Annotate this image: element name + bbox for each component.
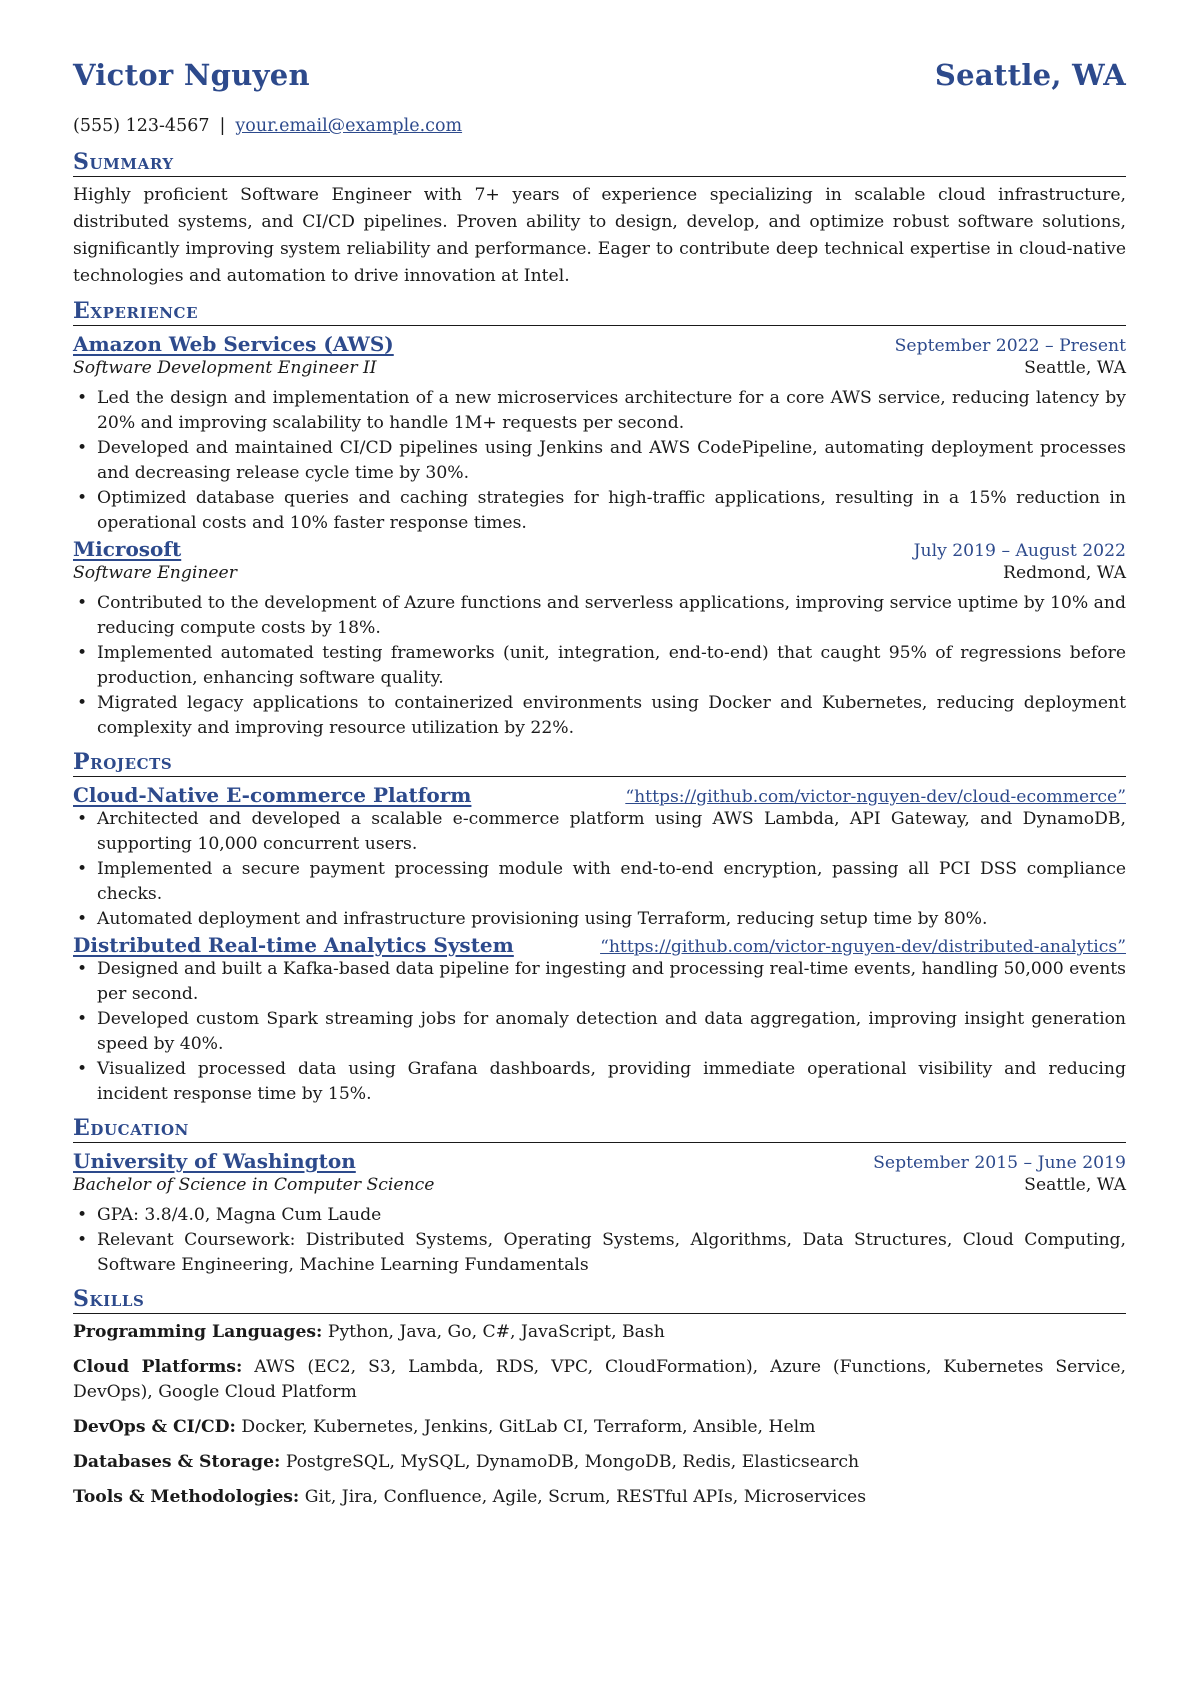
skill-row	[73, 1320, 1126, 1345]
skill-label: Cloud Platforms:	[73, 1357, 243, 1377]
skill-value: PostgreSQL, MySQL, DynamoDB, MongoDB, Redis, Elasticsearch	[285, 1452, 860, 1472]
list-item: • Implemented automated testing frameworks (unit, integration, end-to-end) that caught 95% of regressions before production, enhancing software quality.	[97, 641, 1126, 691]
project-bullets	[73, 957, 1126, 1107]
job-subheader	[73, 358, 1126, 378]
resume-header	[73, 58, 1126, 110]
phone-number: (555) 123-4567	[73, 116, 210, 136]
skill-row	[73, 1355, 1126, 1405]
skill-row	[73, 1450, 1126, 1475]
company-name[interactable]: Amazon Web Services (AWS)	[73, 332, 394, 356]
candidate-location: Seattle, WA	[934, 58, 1126, 92]
project-name[interactable]: Cloud-Native E-commerce Platform	[73, 783, 472, 807]
education-header	[73, 1149, 1126, 1173]
list-item: • Automated deployment and infrastructure provisioning using Terraform, reducing setup time by 80%.	[97, 907, 1126, 932]
list-item: • Optimized database queries and caching strategies for high-traffic applications, resulting in a 15% reduction in operational costs and 10% faster response times.	[97, 486, 1126, 536]
job-dates: September 2022 – Present	[894, 336, 1126, 356]
education-bullets	[73, 1203, 1126, 1278]
section-title-skills: Skills	[73, 1285, 1126, 1314]
job-dates: July 2019 – August 2022	[913, 541, 1126, 561]
summary-text: Highly proficient Software Engineer with 7+ years of experience specializing in scalable cloud infrastructure, distributed systems, and CI/CD pipelines. Proven ability to design, develop, and optimize robust software solutions, significantly improving system reliability and performance. Eager to contribute deep technical expertise in cloud-native technologies and automation to drive innovation at Intel.	[73, 185, 1126, 286]
job-header	[73, 332, 1126, 356]
education-dates: September 2015 – June 2019	[873, 1153, 1126, 1173]
education-subheader	[73, 1175, 1126, 1195]
section-title-experience: Experience	[73, 297, 1126, 326]
project-link[interactable]: “https://github.com/victor-nguyen-dev/cloud-ecommerce”	[625, 787, 1126, 807]
job-bullets	[73, 386, 1126, 536]
project-entry	[73, 783, 1126, 932]
skill-value: Python, Java, Go, C#, JavaScript, Bash	[327, 1322, 665, 1342]
job-bullets	[73, 591, 1126, 741]
skill-value: Git, Jira, Confluence, Agile, Scrum, RESTful APIs, Microservices	[304, 1487, 867, 1507]
job-entry-microsoft	[73, 537, 1126, 741]
school-name[interactable]: University of Washington	[73, 1149, 356, 1173]
project-name[interactable]: Distributed Real-time Analytics System	[73, 933, 514, 957]
project-bullets	[73, 807, 1126, 932]
list-item: • Designed and built a Kafka-based data pipeline for ingesting and processing real-time events, handling 50,000 events per second.	[97, 957, 1126, 1007]
skills-list	[73, 1320, 1126, 1510]
candidate-name: Victor Nguyen	[73, 58, 310, 92]
job-location: Redmond, WA	[1003, 563, 1126, 583]
degree: Bachelor of Science in Computer Science	[73, 1175, 435, 1195]
list-item: • Developed custom Spark streaming jobs for anomaly detection and data aggregation, improving insight generation speed by 40%.	[97, 1007, 1126, 1057]
section-title-education: Education	[73, 1114, 1126, 1143]
skill-value: Docker, Kubernetes, Jenkins, GitLab CI, Terraform, Ansible, Helm	[241, 1417, 816, 1437]
skill-row	[73, 1415, 1126, 1440]
education-entry	[73, 1149, 1126, 1278]
list-item: • Relevant Coursework: Distributed Systems, Operating Systems, Algorithms, Data Structures, Cloud Computing, Software Engineering, Machine Learning Fundamentals	[97, 1228, 1126, 1278]
resume-page	[73, 58, 1126, 1510]
project-header	[73, 933, 1126, 957]
project-entry	[73, 933, 1126, 1107]
list-item: • Led the design and implementation of a new microservices architecture for a core AWS service, reducing latency by 20% and improving scalability to handle 1M+ requests per second.	[97, 386, 1126, 436]
job-subheader	[73, 563, 1126, 583]
skill-label: Databases & Storage:	[73, 1452, 281, 1472]
contact-line	[73, 114, 1126, 138]
job-role: Software Development Engineer II	[73, 358, 377, 378]
list-item: • Visualized processed data using Grafana dashboards, providing immediate operational visibility and reducing incident response time by 15%.	[97, 1057, 1126, 1107]
skill-label: DevOps & CI/CD:	[73, 1417, 236, 1437]
email-link[interactable]: your.email@example.com	[235, 116, 463, 136]
list-item: • Developed and maintained CI/CD pipelines using Jenkins and AWS CodePipeline, automating deployment processes and decreasing release cycle time by 30%.	[97, 436, 1126, 486]
skill-row	[73, 1485, 1126, 1510]
project-link[interactable]: “https://github.com/victor-nguyen-dev/distributed-analytics”	[600, 937, 1126, 957]
job-header	[73, 537, 1126, 561]
list-item: • Implemented a secure payment processing module with end-to-end encryption, passing all PCI DSS compliance checks.	[97, 857, 1126, 907]
job-entry-aws	[73, 332, 1126, 536]
list-item: • Migrated legacy applications to containerized environments using Docker and Kubernetes, reducing deployment complexity and improving resource utilization by 22%.	[97, 691, 1126, 741]
company-name[interactable]: Microsoft	[73, 537, 182, 561]
job-location: Seattle, WA	[1024, 358, 1126, 378]
skill-label: Programming Languages:	[73, 1322, 323, 1342]
section-title-projects: Projects	[73, 748, 1126, 777]
list-item: • Contributed to the development of Azure functions and serverless applications, improving service uptime by 10% and reducing compute costs by 18%.	[97, 591, 1126, 641]
list-item: • GPA: 3.8/4.0, Magna Cum Laude	[97, 1203, 1126, 1228]
contact-separator: |	[219, 116, 226, 136]
skill-label: Tools & Methodologies:	[73, 1487, 300, 1507]
skill-value: AWS (EC2, S3, Lambda, RDS, VPC, CloudFormation), Azure (Functions, Kubernetes Service, DevOps), Google Cloud Platform	[73, 1357, 1126, 1402]
section-title-summary: Summary	[73, 148, 1126, 177]
project-header	[73, 783, 1126, 807]
list-item: • Architected and developed a scalable e-commerce platform using AWS Lambda, API Gateway, and DynamoDB, supporting 10,000 concurrent users.	[97, 807, 1126, 857]
job-role: Software Engineer	[73, 563, 237, 583]
education-location: Seattle, WA	[1024, 1175, 1126, 1195]
